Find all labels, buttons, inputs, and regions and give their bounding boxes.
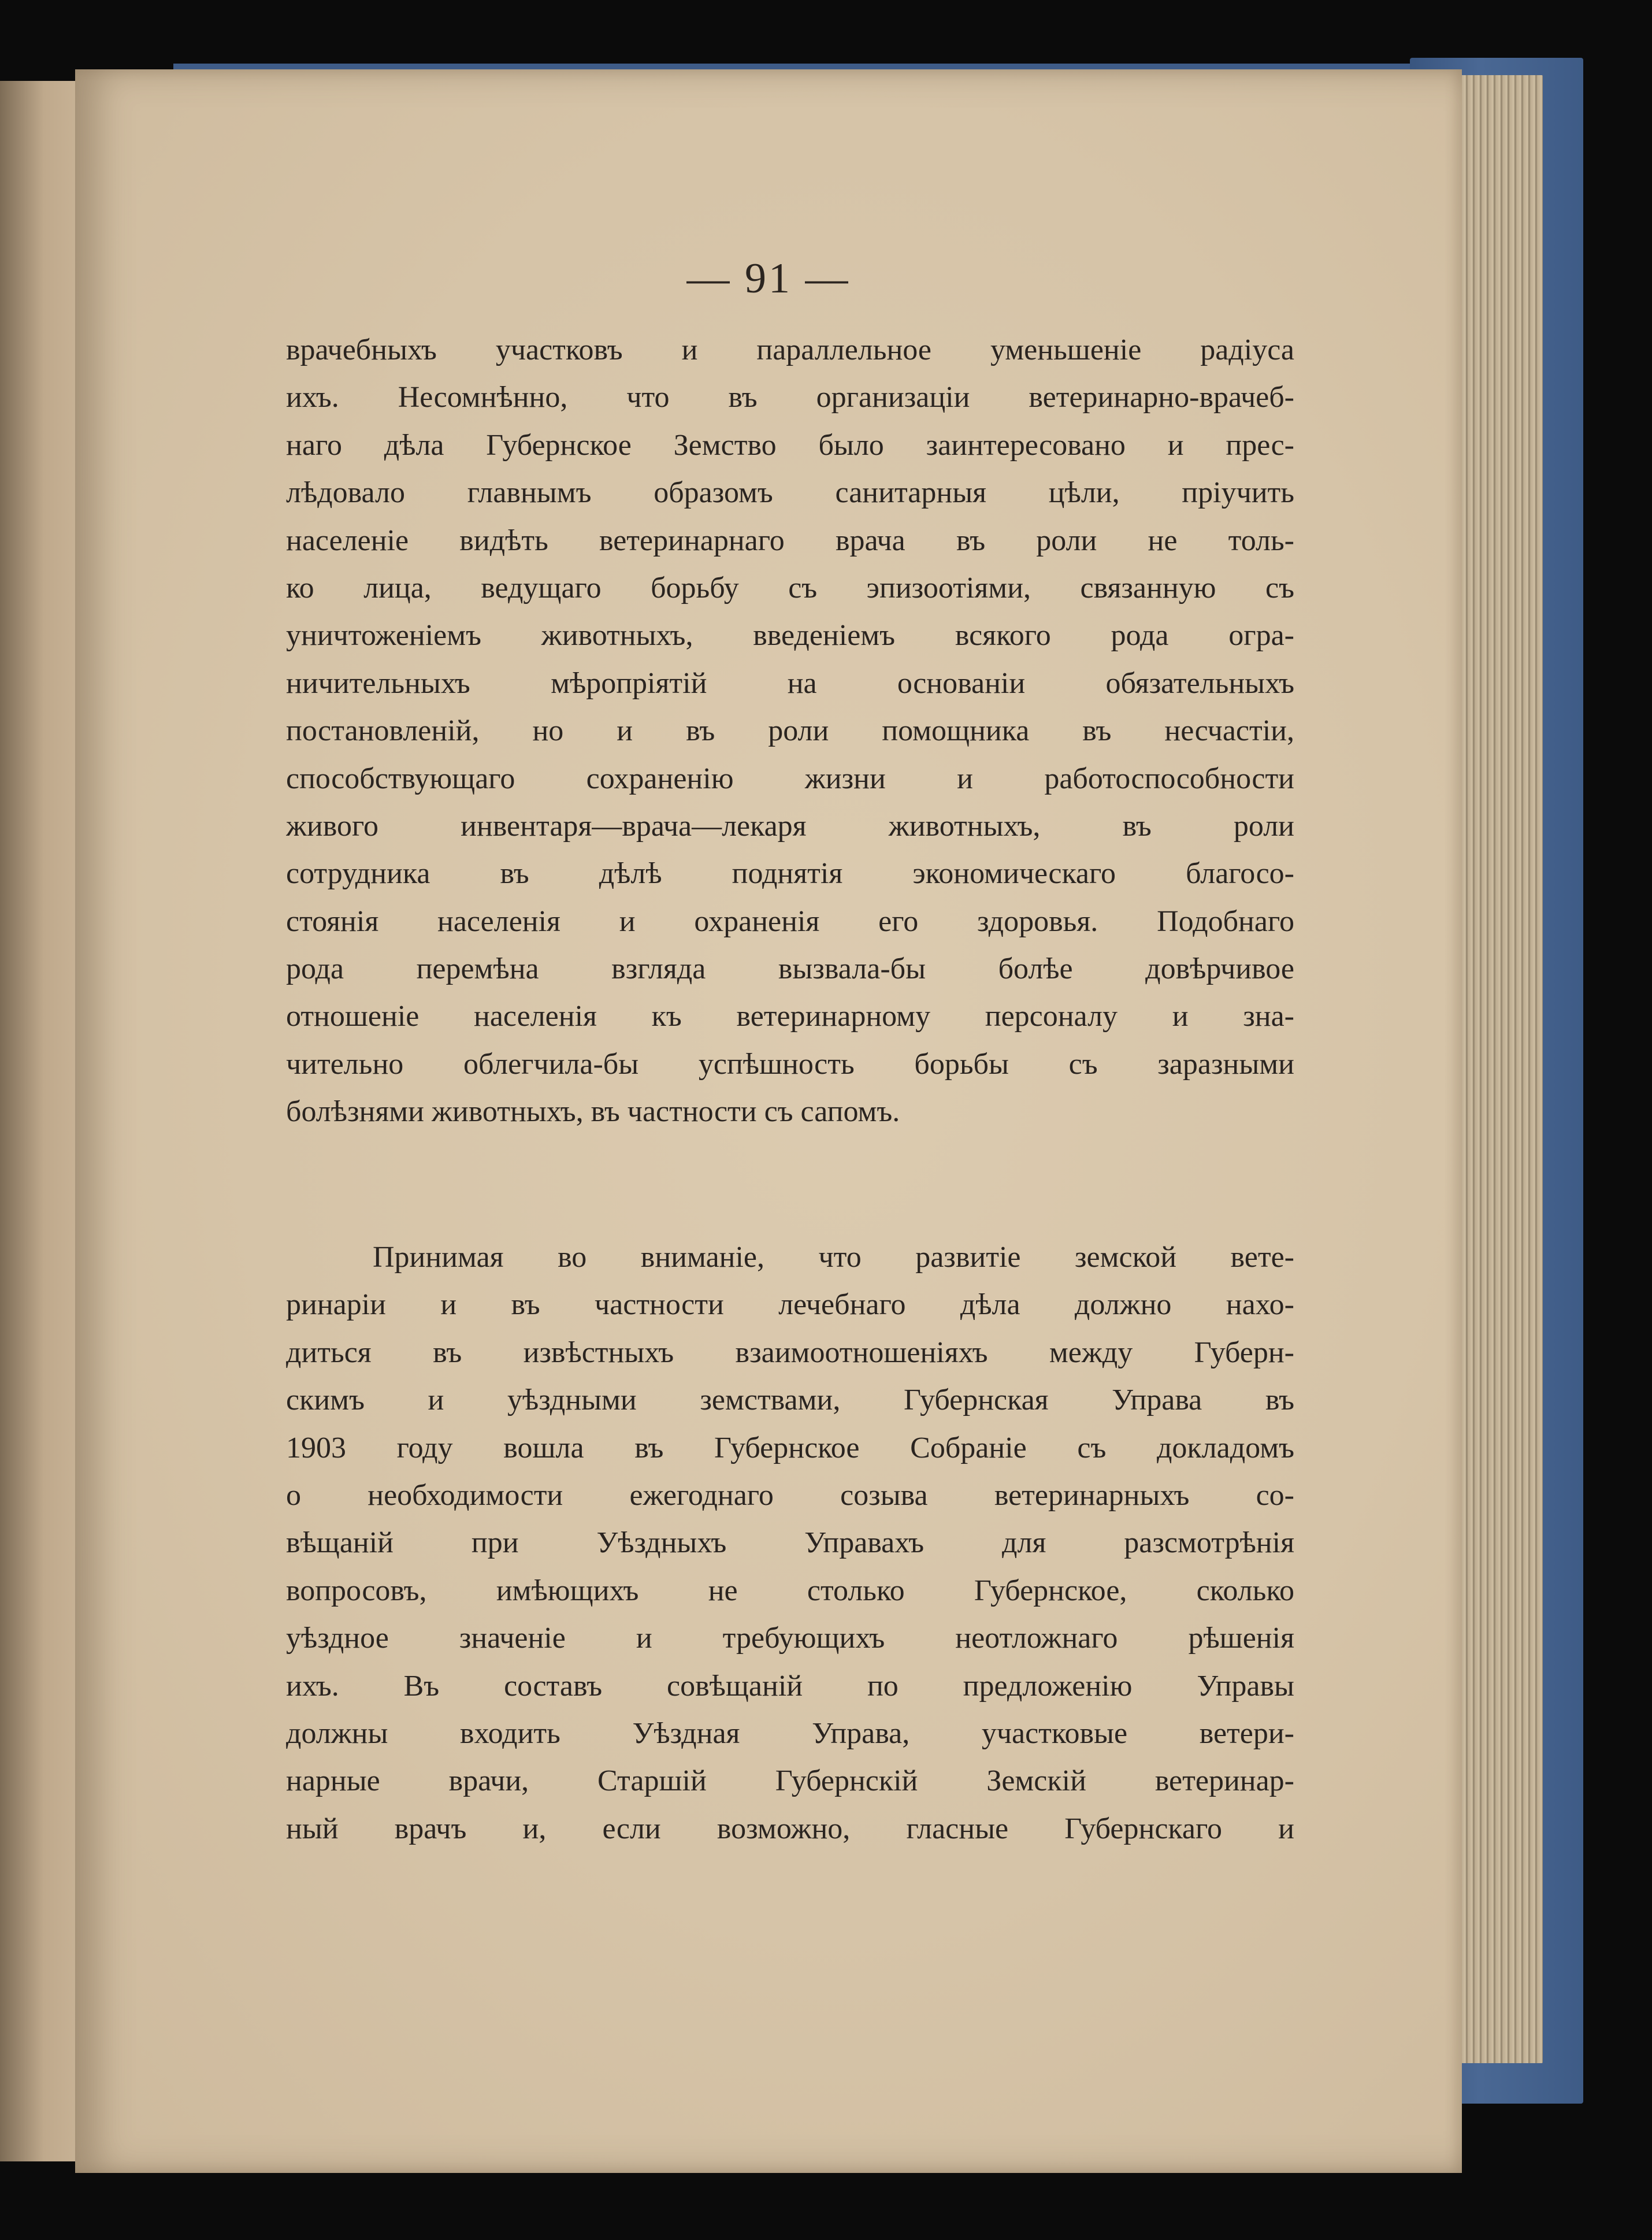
page-number: — 91 —	[686, 255, 851, 302]
text-line: рода перемѣна взгляда вызвала-бы болѣе довѣрчивое	[286, 952, 1294, 986]
text-line: 1903 году вошла въ Губернское Собраніе съ докладомъ	[286, 1431, 1294, 1464]
text-line: нарные врачи, Старшій Губернскій Земскій ветеринар-	[286, 1764, 1294, 1798]
book-page	[75, 69, 1462, 2173]
text-line: должны входить Уѣздная Управа, участковые ветери-	[286, 1716, 1294, 1750]
paragraph-2	[286, 1234, 1294, 1853]
paragraph-1	[286, 327, 1294, 1136]
text-line: стоянія населенія и охраненія его здоровья. Подобнаго	[286, 904, 1294, 938]
text-line: вѣщаній при Уѣздныхъ Управахъ для разсмотрѣнія	[286, 1526, 1294, 1560]
text-line: скимъ и уѣздными земствами, Губернская Управа въ	[286, 1384, 1294, 1417]
text-line: отношеніе населенія къ ветеринарному персоналу и зна-	[286, 1000, 1294, 1033]
text-line: врачебныхъ участковъ и параллельное уменьшеніе радіуса	[286, 333, 1294, 366]
text-line: ничительныхъ мѣропріятій на основаніи обязательныхъ	[286, 666, 1294, 700]
text-line: болѣзнями животныхъ, въ частности съ сапомъ.	[286, 1095, 900, 1129]
text-line: наго дѣла Губернское Земство было заинтересовано и прес-	[286, 428, 1294, 462]
text-line: о необходимости ежегоднаго созыва ветеринарныхъ со-	[286, 1478, 1294, 1512]
text-line: живого инвентаря—врача—лекаря животныхъ, въ роли	[286, 809, 1294, 843]
text-line: ихъ. Въ составъ совѣщаній по предложенію Управы	[286, 1669, 1294, 1703]
text-line: сотрудника въ дѣлѣ поднятія экономическаго благосо-	[286, 857, 1294, 891]
text-line: постановленій, но и въ роли помощника въ несчастіи,	[286, 714, 1294, 748]
text-line: диться въ извѣстныхъ взаимоотношеніяхъ между Губерн-	[286, 1336, 1294, 1369]
text-line: ный врачъ и, если возможно, гласные Губернскаго и	[286, 1812, 1294, 1845]
text-line: уничтоженіемъ животныхъ, введеніемъ всякого рода огра-	[286, 619, 1294, 652]
text-line: Принимая во вниманіе, что развитіе земской вете-	[373, 1241, 1294, 1274]
text-line: ко лица, ведущаго борьбу съ эпизоотіями, связанную съ	[286, 571, 1294, 604]
text-line: населеніе видѣть ветеринарнаго врача въ роли не толь-	[286, 524, 1294, 557]
text-line: способствующаго сохраненію жизни и работоспособности	[286, 762, 1294, 795]
text-line: вопросовъ, имѣющихъ не столько Губернское, сколько	[286, 1574, 1294, 1607]
text-line: ринаріи и въ частности лечебнаго дѣла должно нахо-	[286, 1288, 1294, 1322]
text-line: уѣздное значеніе и требующихъ неотложнаго рѣшенія	[286, 1622, 1294, 1655]
text-line: лѣдовало главнымъ образомъ санитарныя цѣли, пріучить	[286, 476, 1294, 510]
text-line: ихъ. Несомнѣнно, что въ организаціи ветеринарно-врачеб-	[286, 381, 1294, 414]
text-line: чительно облегчила-бы успѣшность борьбы съ заразными	[286, 1047, 1294, 1081]
